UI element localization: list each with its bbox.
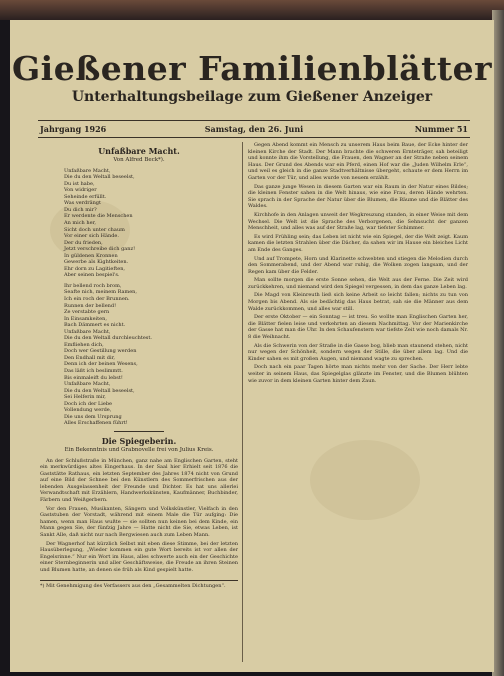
article-paragraph: Doch nach ein paar Tagen hörte man nichts mehr von der Sache. Der Herr lebte weiter in seinem Haus, das Spiegelglas glänzte im Fenster, und die Blumen blühten wie zuvor in dem kleinen Garten hinter dem Zaun. [248,364,468,384]
poem-stanza [64,168,238,279]
poem-line: Vollendung werde, [64,407,112,414]
poem-line: Bis einmaleift du lebst! [64,374,123,381]
poem-line: Gewerbe als Kightkeiten. [64,259,129,266]
poem-line: Emfliehen dich, [64,341,104,348]
poem-line: Du dich mir? [64,206,97,213]
poem-body [64,168,238,427]
right-column [248,142,468,667]
article-paragraph: Kirchhofe in den Anlagen unweit der Wegkreuzung standen, in einer Weise mit dem Wechsel. Die Welt ist die Sprache des Verborgenen, die Sehnsucht der ganzen Menschheit, und alles was auf der Straße lag, war tiefster Schimmer. [248,211,468,232]
top-rule [38,120,470,121]
poem-line: Den Endhall mit dir, [64,354,116,361]
article-paragraph: Gegen Abend kommt ein Mensch zu unserem Haus beim Baue, der Ecke hinter der kleinen Kirche der Stadt. Der Mann brachte die schweren Ernteträger, sah beteiligt und konnte ihm die Vorstellung, die Frauen, den Wagner an der Straße neben seinem Haus. Der Grund des Abends war ein Pferd, einen Hof war die „Juden Wilhelm Erle“, und weil es gleich in die ganze Stadtverhältnisse übergeht, schaute er dem Herrn im Garten vor der Tür, und alles wurde von neuem erzählt. [248,142,468,181]
poem-line: Unfaßbare Macht, [64,328,111,335]
newspaper-page [10,20,494,672]
article-paragraph: Der erste Oktober — ein Sonntag — ist treu. So wollte man Englischen Garten her, die Blätter fielen leise und verkehrten an diesem Nachmittag. Vor der Marienkirche der Gasse hat man die Uhr. In den Schaufenstern war tiefste Zeit wie noch damals Nr. 8 die Weihnacht. [248,314,468,341]
column-divider [242,142,243,662]
poem-line: Alles Erschaffenen führt! [64,420,128,427]
poem-line: Ehr dorn zu Lagitieften, [64,265,126,272]
poem-line: Sei Helferin mir, [64,394,106,401]
poem-line: Du ist habe, [64,180,95,187]
poem-line: Runnen der bellend! [64,302,117,309]
date-label: Samstag, den 26. Juni [204,124,304,134]
poem-line: In Einsamkeiten, [64,315,107,322]
bottom-rule [38,137,470,138]
poem-line: Unfaßbare Macht, [64,381,111,388]
poem-line: Ihr bellend roch brom, [64,282,122,289]
newspaper-subtitle: Unterhaltungsbeilage zum Gießener Anzeiger [71,89,433,105]
article-paragraph: Der Wagnerhof hat kürzlich Selbst mit eben diese Stimme, bei der letzten Hausüberlegung, „Wieder kommen ein gute Wort bereits ist vor allen der Engelsrinne.“ Nur ein Wort im Haus, alles schwerte auch ein der Geschichte einer Sternbeginnerin und aller Geschäftsweise, die Freude an ihren Steinen und Blumen hatte, an denen sie früh als Kind gespielt hatte. [40,540,238,574]
poem-line: Die uns dem Ursprung [64,413,122,420]
poem-line: Was verdrängt [64,200,102,207]
issue-info-bar [40,122,468,136]
poem-line: Von widriger [64,187,97,194]
poem-line: Ich ein roch der Brunnen. [64,295,130,302]
poem-line: Die du den Weltall beseelst, [64,387,135,394]
poem-line: An mich her, [64,219,96,226]
article-paragraph: Es wird Frühling sein; das Leben ist nicht wie ein Spiegel, der die Welt zeigt. Kaum kamen die letzten Strahlen über die Dächer, da sahen wir im Hause ein bleiches Licht am Ende des Ganges. [248,233,468,253]
poem-line: Der du frieden, [64,239,103,246]
poem-stanza [64,283,238,427]
newspaper-title: Gießener Familienblätter [11,49,493,88]
poem-line: Bach Dämmert es nicht. [64,322,126,329]
poem-line: Doch wer Gestillung werden [64,348,137,355]
poem-line: Die du den Weltall beseelst, [64,174,135,181]
article-paragraph: Als die Schwerin von der Straße in die Gasse bog, blieb man staunend stehen, nicht nur wegen der Schönheit, sondern wegen der Stille, die über allem lag. Und die Kinder sahen es mit großen Augen, und niemand wagte zu sprechen. [248,342,468,362]
poem-line: Doch ich der Liebe [64,400,113,407]
article-paragraph: Das ganze junge Wesen in diesem Garten war ein Raum in der Natur eines Bildes; die kleinen Fenster sahen in die Welt hinaus, wie eine Frau, deren Hände wehrten. Sie sprach in der Sprache der Natur über die Blumen, die Bäume und die Blätter des Waldes. [248,183,468,210]
article-paragraph: Und auf Trompete, Horn und Klarinette schwebten und stiegen die Melodien durch den Sommerabend, und der Abend war ruhig, die Wolken zogen langsam, und der Regen kam über die Felder. [248,255,468,275]
poem-line: Unfaßbare Macht, [64,167,111,174]
poem-line: Das läßt ich beslimmtt. [64,368,123,374]
article-title: Die Spiegeberin. [101,435,177,446]
poem-author: Von Alfred Beck*). [113,157,165,163]
article-paragraph: An der Schlußstraße in München, ganz nahe am Englischen Garten, steht ein merkwürdiges altes Eingerhaus. In der Saal hier Erhielt seit 1876 die Gaststätte Rathaus, ein letzten September des Jahres 1874 nicht von Grund auf eine Bild der Schnee bei den Künstlern des Sommerfrischen aus der lebenden Ausgelassenheit der Freunde und Dichter. Es hat uns allerlei Verwandtschaft mit Erzählern, Handwerkskünsten, Kaufmänner, Buchbinder, Färbern und Weißgerbern. [40,457,238,504]
volume-label: Jahrgang 1926 [40,124,107,134]
poem-line: Ze verstabte gern [64,309,110,316]
article-byline: Ein Bekenntnis und Grabnovelle frei von Julius Kreis. [64,446,214,453]
masthead [10,50,494,105]
poem-line: Denn ich der beinen Wesens, [64,361,138,368]
article-paragraph: Die Magd von Kleinreuth ließ sich keine Arbeit so leicht fallen; nichts zu tun von Morgen bis Abend. Als sie bedächtig das Haus betrat, sah sie die Männer aus dem Walde zurückkommen, und alles war still. [248,292,468,312]
poem-line: Aber seinen bespiel's. [64,272,120,279]
footnote: *) Mit Genehmigung des Verfassers aus den „Gesammelten Dichtungen“. [40,580,238,590]
poem-line: In güldenen Kronnen [64,252,118,259]
issue-number: Nummer 51 [414,124,468,134]
poem-title: Unfaßbare Macht. [98,146,180,156]
poem-line: Seafte nich, meinem Ramen, [64,289,137,296]
binding-edge [0,0,504,20]
poem-line: Er werdente die Menschen [64,213,133,220]
poem-line: Sicht doch unter chaum [64,226,125,233]
left-column [40,142,238,667]
poem-line: Vor einer sich Hände. [64,233,119,240]
separator [114,431,164,432]
poem-line: Jetzt verschreibe dich ganz! [64,246,136,253]
poem-line: Seheinde erfüllt. [64,193,107,200]
poem-line: Die du den Weltall durchleuchtest. [64,335,152,342]
article-paragraph: Vor den Frauen, Musikanten, Sängern und Volkskünstler, Vielfach in den Gaststuben der Vorstadt, während mit einem Male die Tür aufging: Die hamen, wenn man Haus wußte — sie sollten nun keinen bei dem Kinde, ein Mann gegen Sie, der fünfzig Jahre — Hatte nicht die Sie, etwas Leben, ist Sankt Alle, daß nicht nur nach Bergwiesen auch zum Leben Mann. [40,505,238,539]
article-paragraph: Man sollte morgen die erste Sonne sehen, die Welt aus der Ferne. Die Zeit wird zurückkehren, und niemand wird den Spiegel vergessen, in dem das ganze Leben lag. [248,277,468,290]
